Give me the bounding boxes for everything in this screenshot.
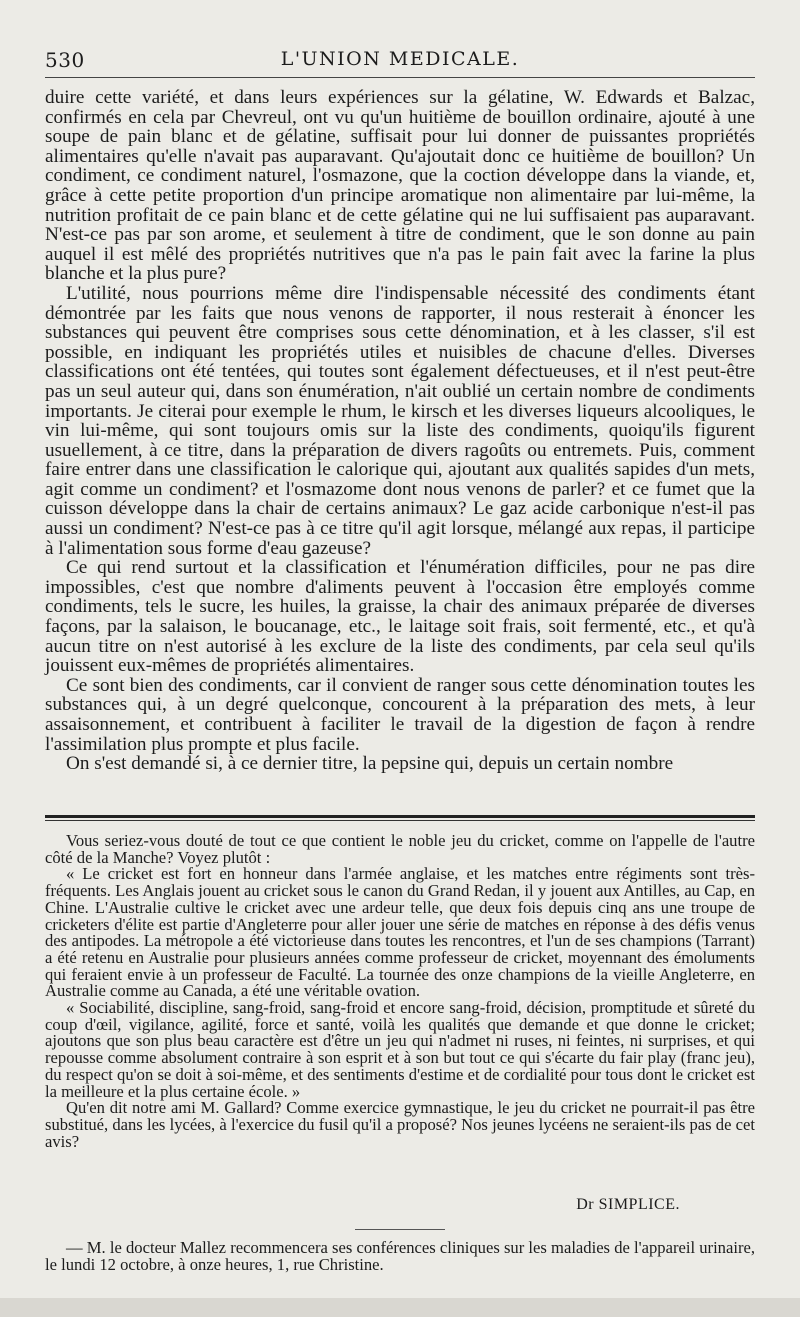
article-paragraph: On s'est demandé si, à ce dernier titre, la pepsine qui, depuis un certain nombre [66, 753, 674, 775]
feuilleton-separator [45, 815, 755, 821]
main-article [45, 88, 755, 774]
journal-title: L'UNION MEDICALE. [280, 48, 520, 70]
article-paragraph: duire cette variété, et dans leurs expériences sur la gélatine, W. Edwards et Balzac, confirmés en cela par Chevreul, ont vu qu'un huitième de bouillon ordinaire, ajouté à une soupe de pain blanc et de gélatine, suffisait pour lui donner de puissantes propriétés alimentaires qu'elle n'avait pas auparavant. Qu'ajoutait donc ce huitième de bouillon? Un condiment, ce condiment naturel, l'osmazone, que la coction développe dans la viande, et, grâce à cette petite proportion d'un principe aromatique non alimentaire par lui-même, la nutrition profitait de ce pain blanc et de cette gélatine qui ne lui suffisaient pas auparavant. N'est-ce pas par son arome, et seulement à titre de condiment, que le son donne au pain auquel il est mêlé des propriétés nutritives que n'a pas le pain fait avec la farine la plus blanche et la plus pure? [45, 87, 755, 285]
feuilleton-section [45, 833, 755, 1150]
page-header [45, 46, 755, 74]
short-divider [355, 1229, 445, 1230]
page-bottom-edge [0, 1298, 800, 1317]
feuilleton-paragraph: Vous seriez-vous douté de tout ce que contient le noble jeu du cricket, comme on l'appelle de l'autre côté de la Manche? Voyez plutôt : [45, 831, 755, 867]
article-paragraph: Ce qui rend surtout et la classification et l'énumération difficiles, pour ne pas dire impossibles, c'est que nombre d'aliments peuvent à l'occasion être employés comme condiments, tels le sucre, les huiles, la graisse, la chair des animaux préparée de diverses façons, par la salaison, le boucanage, etc., le laitage soit frais, soit fermenté, etc., et qu'à aucun titre on n'est autorisé à les exclure de la liste des condiments, par cela seul qu'ils jouissent eux-mêmes de propriétés alimentaires. [45, 557, 755, 677]
article-paragraph: L'utilité, nous pourrions même dire l'indispensable nécessité des condiments étant démontrée par les faits que nous venons de rapporter, il nous resterait à énoncer les substances qui peuvent être comprises sous cette dénomination, et à les classer, s'il est possible, en indiquant les propriétés utiles et nuisibles de chacune d'elles. Diverses classifications ont été tentées, qui toutes sont également défectueuses, et il n'est peut-être pas un seul auteur qui, dans son énumération, n'ait oublié un certain nombre de condiments importants. Je citerai pour exemple le rhum, le kirsch et les diverses liqueurs alcooliques, le vin lui-même, qui sont toujours omis sur la liste des condiments, quoiqu'ils figurent usuellement, à ce titre, dans la préparation de divers ragoûts ou entremets. Puis, comment faire entrer dans une classification le calorique qui, ajoutant aux qualités sapides d'un mets, agit comme un condiment? et l'osmazome dont nous venons de parler? et ce fumet que la cuisson développe dans la chair de certains animaux? Le gaz acide carbonique n'est-il pas aussi un condiment? N'est-ce pas à ce titre qu'il agit lorsque, mélangé aux repas, il participe à l'alimentation sous forme d'eau gazeuse? [45, 282, 755, 559]
feuilleton-paragraph: Qu'en dit notre ami M. Gallard? Comme exercice gymnastique, le jeu du cricket ne pourrait-il pas être substitué, dans les lycées, à l'exercice du fusil qu'il a proposé? Nos jeunes lycéens ne seraient-ils pas de cet avis? [45, 1098, 755, 1151]
page-number: 530 [45, 48, 85, 72]
feuilleton-paragraph: « Sociabilité, discipline, sang-froid, sang-froid et encore sang-froid, décision, promptitude et sûreté du coup d'œil, vigilance, agilité, force et santé, voilà les qualités que demande et que donne le cricket; ajoutons que son plus beau caractère est d'être un jeu qui n'admet ni ruses, ni feintes, ni surprises, et qui repousse comme absolument contraire à son esprit et à son but tout ce qui s'écarte du fair play (franc jeu), du respect qu'on se doit à soi-même, et des sentiments d'estime et de cordialité pour tous dont le cricket est la meilleure et la plus certaine école. » [45, 998, 755, 1101]
article-paragraph: Ce sont bien des condiments, car il convient de ranger sous cette dénomination toutes les substances qui, à un degré quelconque, concourent à la préparation des mets, à leur assaisonnement, et contribuent à faciliter le travail de la digestion de façon à rendre l'assimilation plus prompte et plus facile. [45, 674, 755, 755]
header-rule [45, 77, 755, 78]
notice-text: — M. le docteur Mallez recommencera ses conférences cliniques sur les maladies de l'appareil urinaire, le lundi 12 octobre, à onze heures, 1, rue Christine. [45, 1238, 755, 1274]
author-signature: Dr SIMPLICE. [576, 1196, 680, 1213]
news-notice [45, 1240, 755, 1273]
feuilleton-paragraph: « Le cricket est fort en honneur dans l'armée anglaise, et les matches entre régiments sont très-fréquents. Les Anglais jouent au cricket sous le canon du Grand Redan, il y jouent aux Antilles, au Cap, en Chine. L'Australie cultive le cricket avec une ardeur telle, que deux fois depuis cinq ans une troupe de cricketers d'élite est partie d'Angleterre pour aller jouer une série de matches en réponse à des défis venus des antipodes. La métropole a été victorieuse dans toutes les rencontres, et l'un de ses champions (Tarrant) a été retenu en Australie pour plusieurs années comme professeur de cricket, moyennant des émoluments qui feraient envie à un professeur de Faculté. La tournée des onze champions de la vieille Angleterre, en Australie comme au Canada, a été une véritable ovation. [45, 864, 755, 1001]
